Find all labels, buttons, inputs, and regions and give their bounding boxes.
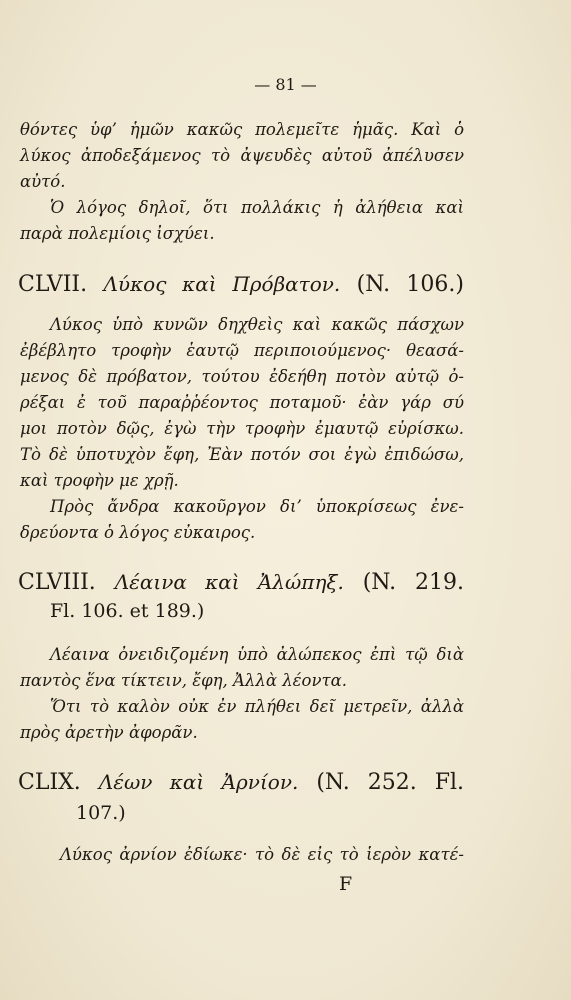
text-line: αὐτό. [20,172,66,191]
page-number: — 81 — [254,75,317,94]
text-line: ἐβέβλητο τροφὴν ἑαυτῷ περιποιούμενος· θεασά- [20,341,464,360]
fable-reference-cont: Fl. 106. et 189.) [50,600,205,622]
text-line: μοι ποτὸν δῷς, ἐγὼ τὴν τροφὴν ἐμαυτῷ εὑρίσκω. [20,419,464,438]
fable-numeral: CLVII. [18,272,88,297]
fable-reference: (N. 252. Fl. [316,770,464,795]
text-line: ρέξαι ἐ τοῦ παραῤῥέοντος ποταμοῦ· ἐὰν γάρ σύ [20,393,464,412]
fable-reference-cont: 107.) [76,802,126,824]
signature-mark: F [339,873,353,895]
text-line: θόντες ὑφ’ ἡμῶν κακῶς πολεμεῖτε ἡμᾶς. Καὶ ὁ [20,120,464,139]
fable-reference: (N. 106.) [356,272,465,297]
fable-numeral: CLVIII. [18,570,96,595]
text-line: Λύκος ἀρνίον ἐδίωκε· τὸ δὲ εἰς τὸ ἱερὸν κατέ- [60,845,464,864]
fable-title: Λύκος καὶ Πρόβατον. [103,272,341,296]
moral-line: δρεύοντα ὁ λόγος εὐκαιρος. [20,523,256,542]
text-line: μενος δὲ πρόβατον, τούτου ἐδεήθη ποτὸν αὐτῷ ὀ- [20,367,464,386]
moral-line: Ὁ λόγος δηλοῖ, ὅτι πολλάκις ἡ ἀλήθεια καὶ [50,198,464,217]
text-line: Τὸ δὲ ὑποτυχὸν ἔφη, Ἐὰν ποτόν σοι ἐγὼ ἐπιδώσω, [20,445,464,464]
fable-title: Λέων καὶ Ἀρνίον. [98,770,299,794]
fable-heading [18,272,464,297]
text-line: Λέαινα ὀνειδιζομένη ὑπὸ ἀλώπεκος ἐπὶ τῷ διὰ [50,645,464,664]
text-line: Λύκος ὑπὸ κυνῶν δηχθεὶς καὶ κακῶς πάσχων [50,315,464,334]
fable-heading [18,570,464,595]
fable-title: Λέαινα καὶ Ἀλώπηξ. [114,570,344,594]
text-line: λύκος ἀποδεξάμενος τὸ ἀψευδὲς αὐτοῦ ἀπέλυσεν [20,146,464,165]
text-line: παντὸς ἕνα τίκτειν, ἔφη, Ἀλλὰ λέοντα. [20,671,348,690]
moral-line: Πρὸς ἄνδρα κακοῦργον δι’ ὑποκρίσεως ἐνε- [50,497,464,516]
fable-reference: (N. 219. [362,570,464,595]
fable-numeral: CLIX. [18,770,81,795]
fable-heading [18,770,464,795]
moral-line: πρὸς ἀρετὴν ἀφορᾶν. [20,723,198,742]
moral-line: Ὅτι τὸ καλὸν οὐκ ἐν πλήθει δεῖ μετρεῖν, ἀλλὰ [50,697,464,716]
moral-line: παρὰ πολεμίοις ἰσχύει. [20,224,215,243]
text-line: καὶ τροφὴν με χρῇ. [20,471,179,490]
